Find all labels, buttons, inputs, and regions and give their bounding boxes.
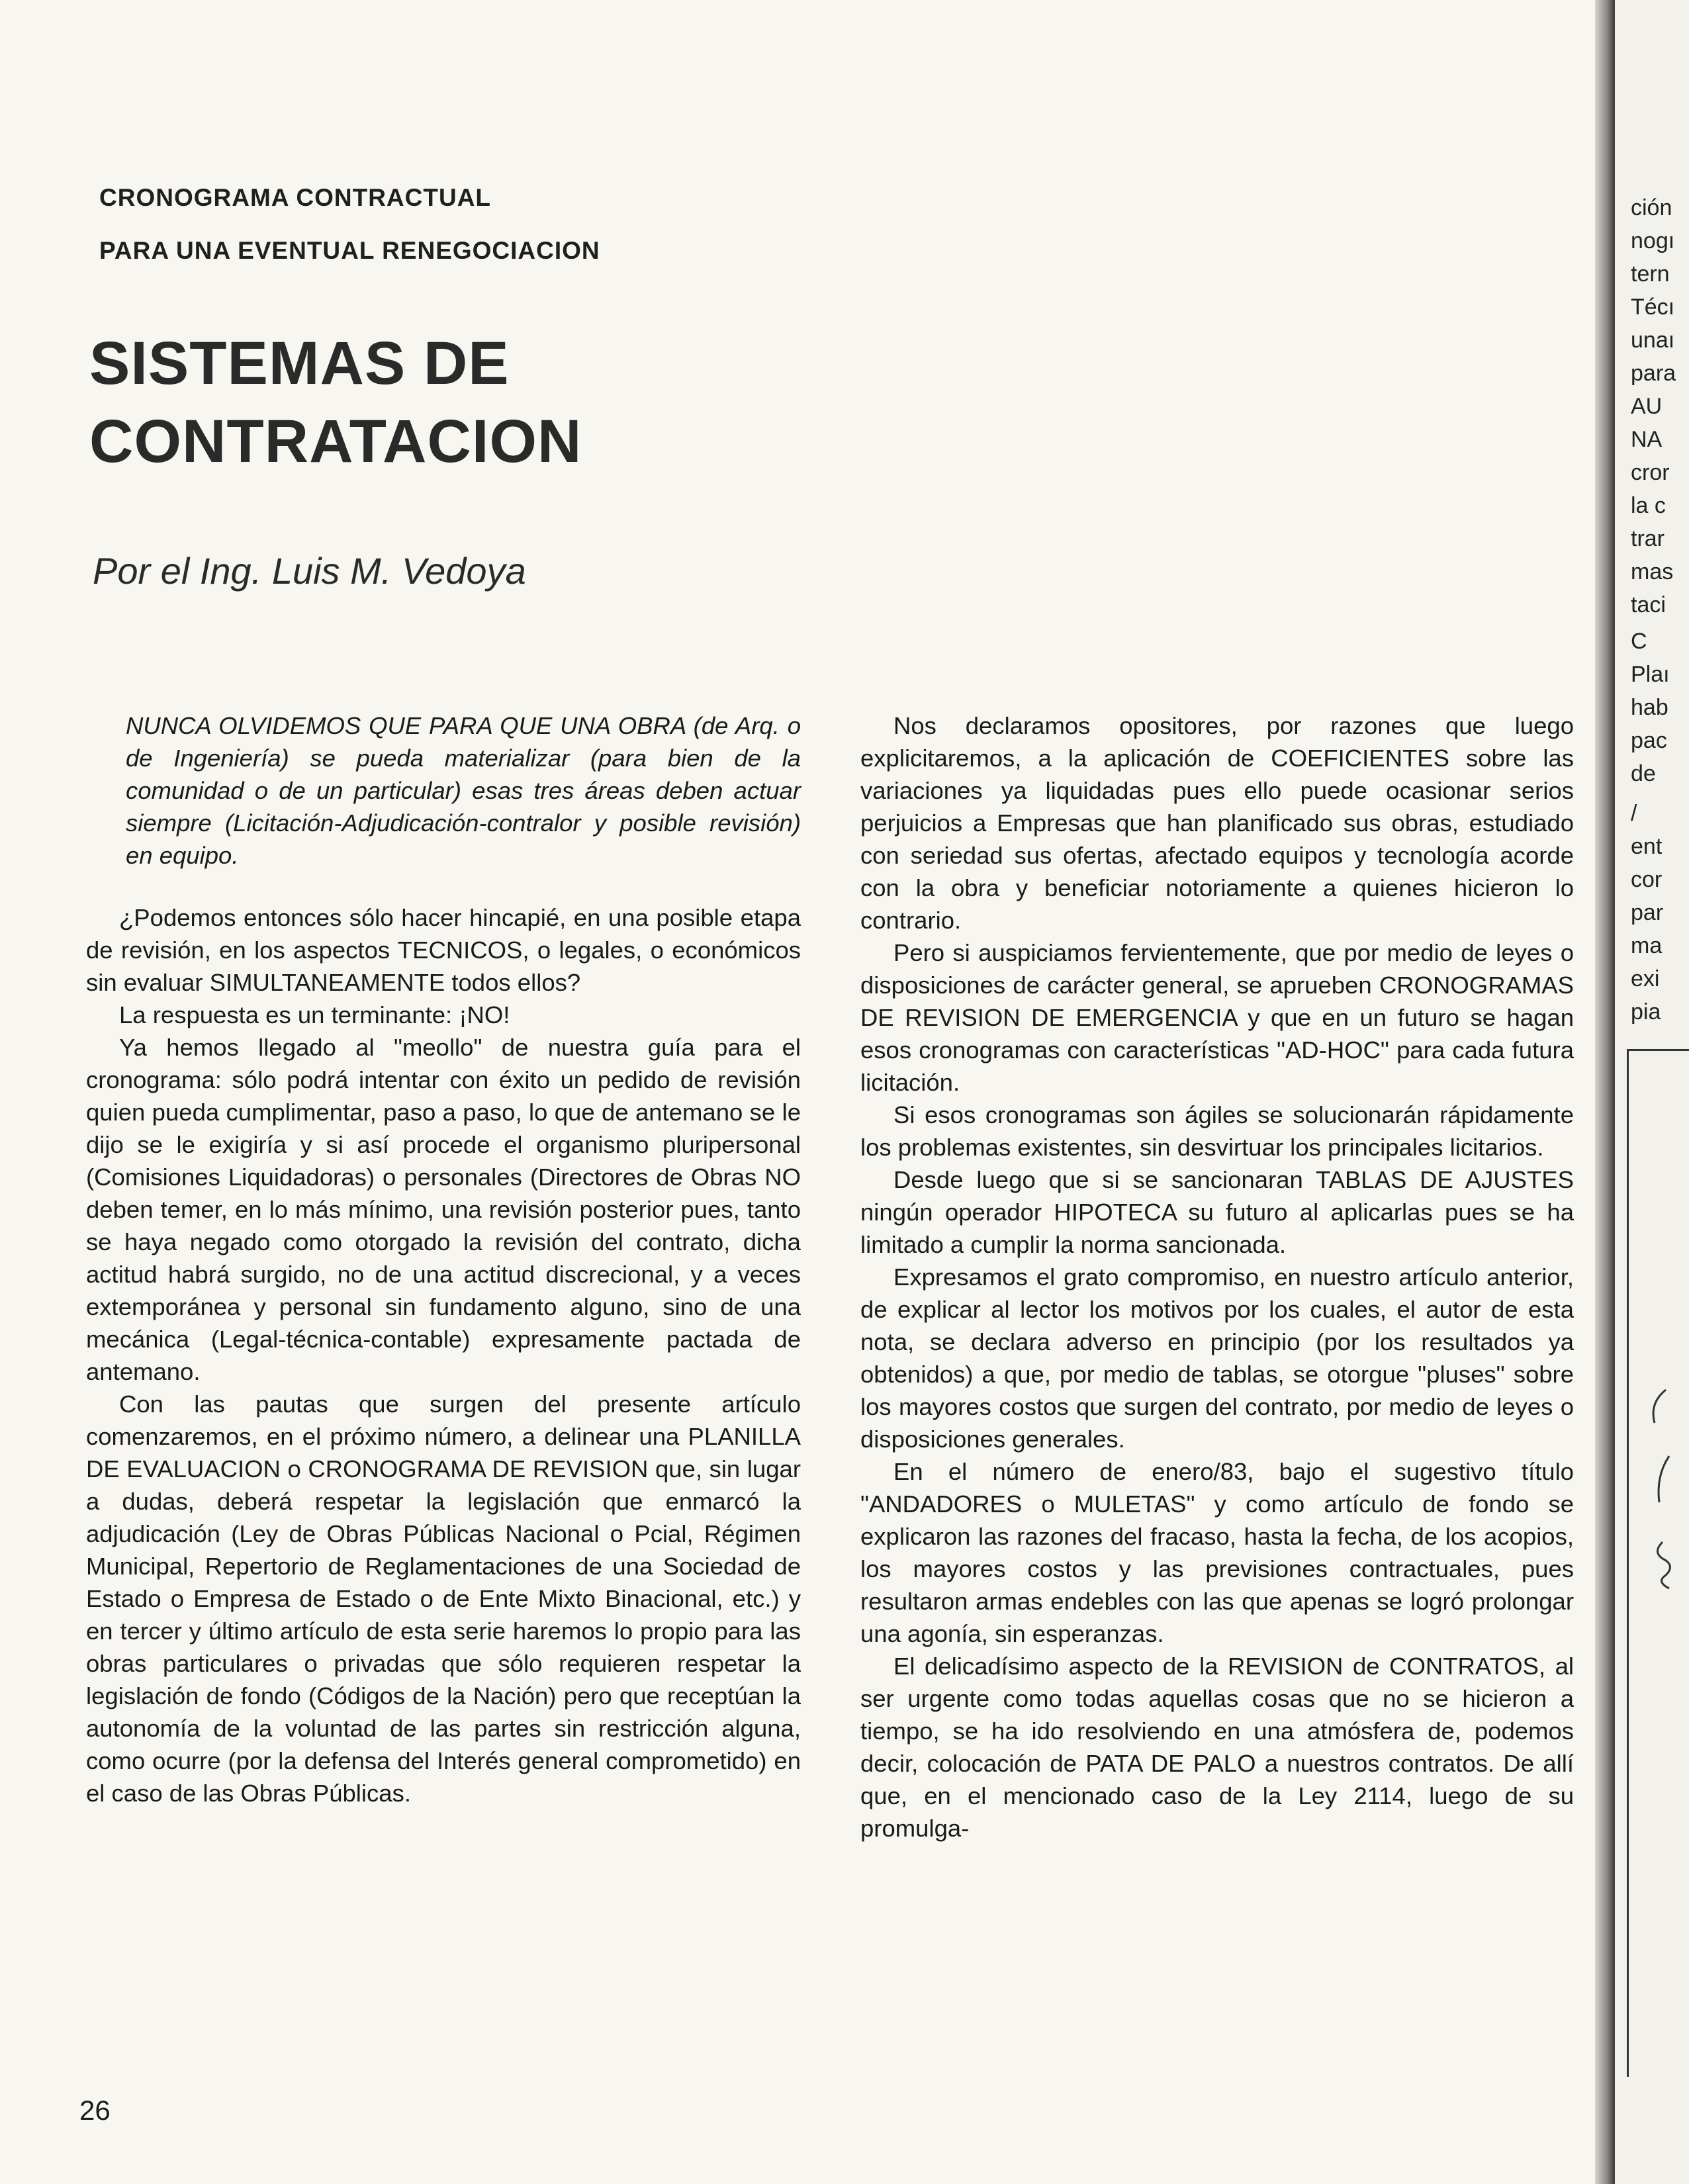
left-paragraph-3: Ya hemos llegado al "meollo" de nuestra guía para el cronograma: sólo podrá intentar con éxito un pedido de revisión quien pueda cumplimentar, paso a paso, lo que de antemano se le dijo se le exigiría y si así procede el organismo pluripersonal (Comisiones Liquidadoras) o personales (Directores de Obras NO deben temer, en lo más mínimo, una revisión posterior pues, tanto se haya negado como otorgado la revisión del contrato, dicha actitud habrá surgido, no de una actitud discrecional, y a veces extemporánea y personal sin fundamento alguno, sino de una mecánica (Legal-técnica-contable) expresamente pactada de antemano. bbox=[86, 1034, 801, 1385]
right-paragraph-5: Expresamos el grato compromiso, en nuestro artículo anterior, de explicar al lector los motivos por los cuales, el autor de esta nota, se declara adverso en principio (por los resultados ya obtenidos) a que, por medio de tablas, se otorgue "pluses" sobre los mayores costos que surgen del contrato, por medio de leyes o disposiciones generales. bbox=[860, 1263, 1574, 1453]
page-number: 26 bbox=[79, 2095, 111, 2126]
next-page-fragment: taci bbox=[1631, 592, 1666, 617]
right-paragraph-7: El delicadísimo aspecto de la REVISION de CONTRATOS, al ser urgente como todas aquellas cosas que no se hicieron a tiempo, se ha ido resolviendo en una atmósfera de, podemos decir, colocación de PATA DE PALO a nuestros contratos. De allí que, en el mencionado caso de la Ley 2114, luego de su promulga- bbox=[860, 1653, 1574, 1842]
next-page-fragment: unaı bbox=[1631, 328, 1675, 353]
right-paragraph-2: Pero si auspiciamos fervientemente, que por medio de leyes o disposiciones de carácter general, se aprueben CRONOGRAMAS DE REVISION DE EMERGENCIA y que en un futuro se hagan esos cronogramas con características "AD-HOC" para cada futura licitación. bbox=[860, 939, 1574, 1096]
next-page-fragment: tern bbox=[1631, 261, 1670, 287]
next-page-fragment: hab bbox=[1631, 695, 1668, 720]
next-page-fragment: ción bbox=[1631, 195, 1672, 220]
right-column bbox=[860, 709, 1574, 1844]
right-paragraph-6: En el número de enero/83, bajo el sugestivo título "ANDADORES o MULETAS" y como artículo de fondo se explicaron las razones del fracaso, hasta la fecha, de los acopios, los mayores costos y las previsiones contractuales, pues resultaron armas endebles con las que apenas se logró prolongar una agonía, sin esperanzas. bbox=[860, 1458, 1574, 1647]
right-paragraph-1: Nos declaramos opositores, por razones que luego explicitaremos, a la aplicación de COEFICIENTES sobre las variaciones ya liquidadas pues ello puede ocasionar serios perjuicios a Empresas que han planificado sus obras, estudiado con seriedad sus ofertas, afectado equipos y tecnología acorde con la obra y beneficiar notoriamente a quienes hicieron lo contrario. bbox=[860, 712, 1574, 934]
next-page-fragment: mas bbox=[1631, 559, 1674, 584]
next-page-fragment: pia bbox=[1631, 999, 1661, 1024]
left-paragraph-4: Con las pautas que surgen del presente artículo comenzaremos, en el próximo número, a delinear una PLANILLA DE EVALUACION o CRONOGRAMA DE REVISION que, sin lugar a dudas, deberá respetar la legislación que enmarcó la adjudicación (Ley de Obras Públicas Nacional o Pcial, Régimen Municipal, Repertorio de Reglamentaciones de una Sociedad de Estado o Empresa de Estado o de Ente Mixto Binacional, etc.) y en tercer y último artículo de esta serie haremos lo propio para las obras particulares o privadas que sólo requieren respetar la legislación de fondo (Códigos de la Nación) pero que receptúan la autonomía de la voluntad de las partes sin restricción alguna, como ocurre (por la defensa del Interés general comprometido) en el caso de las Obras Públicas. bbox=[86, 1390, 801, 1807]
next-page-fragment: ma bbox=[1631, 933, 1663, 958]
left-column bbox=[86, 709, 801, 1809]
title-line-1: SISTEMAS DE bbox=[89, 330, 510, 397]
next-page-fragment: Técı bbox=[1631, 295, 1675, 320]
kicker-line-2: PARA UNA EVENTUAL RENEGOCIACION bbox=[99, 237, 600, 264]
next-page-fragment: NA bbox=[1631, 427, 1663, 452]
kicker-line-1: CRONOGRAMA CONTRACTUAL bbox=[99, 184, 492, 211]
book-gutter bbox=[1595, 0, 1615, 2184]
next-page-fragment: pac bbox=[1631, 728, 1667, 753]
left-paragraph-2: La respuesta es un terminante: ¡NO! bbox=[119, 1001, 510, 1028]
right-paragraph-4: Desde luego que si se sancionaran TABLAS DE AJUSTES ningún operador HIPOTECA su futuro al aplicarlas pues se ha limitado a cumplir la norma sancionada. bbox=[860, 1166, 1574, 1258]
next-page-fragment: ent bbox=[1631, 834, 1663, 859]
author-byline: Por el Ing. Luis M. Vedoya bbox=[93, 550, 526, 592]
lead-paragraph: NUNCA OLVIDEMOS QUE PARA QUE UNA OBRA (de Arq. o de Ingeniería) se pueda materializar (para bien de la comunidad o de un particular) esas tres áreas deben actuar siempre (Licitación-Adjudicación-contralor y posible revisión) en equipo. bbox=[126, 712, 801, 869]
next-page-fragment: par bbox=[1631, 900, 1664, 925]
next-page-fragment: la c bbox=[1631, 493, 1666, 518]
title-line-2: CONTRATACION bbox=[89, 408, 582, 475]
next-page-fragment: cror bbox=[1631, 460, 1670, 485]
next-page-edge bbox=[1615, 0, 1689, 2184]
next-page-fragment: de bbox=[1631, 761, 1656, 786]
right-paragraph-3: Si esos cronogramas son ágiles se solucionarán rápidamente los problemas existentes, sin desvirtuar los principales licitarios. bbox=[860, 1101, 1574, 1161]
left-paragraph-1: ¿Podemos entonces sólo hacer hincapié, en una posible etapa de revisión, en los aspectos TECNICOS, o legales, o económicos sin evaluar SIMULTANEAMENTE todos ellos? bbox=[86, 904, 801, 996]
next-page-fragment: para bbox=[1631, 361, 1676, 386]
next-page-fragment: exi bbox=[1631, 966, 1660, 991]
next-page-fragment: C bbox=[1631, 629, 1647, 654]
next-page-fragment: nogı bbox=[1631, 228, 1675, 253]
next-page-fragment: / bbox=[1631, 801, 1637, 826]
next-page-fragment: trar bbox=[1631, 526, 1665, 551]
next-page-drawing-fragment bbox=[1629, 1377, 1682, 1615]
next-page-fragment: cor bbox=[1631, 867, 1663, 892]
next-page-fragment: AU bbox=[1631, 394, 1663, 419]
article-title bbox=[89, 324, 582, 480]
next-page-fragment: Plaı bbox=[1631, 662, 1670, 687]
